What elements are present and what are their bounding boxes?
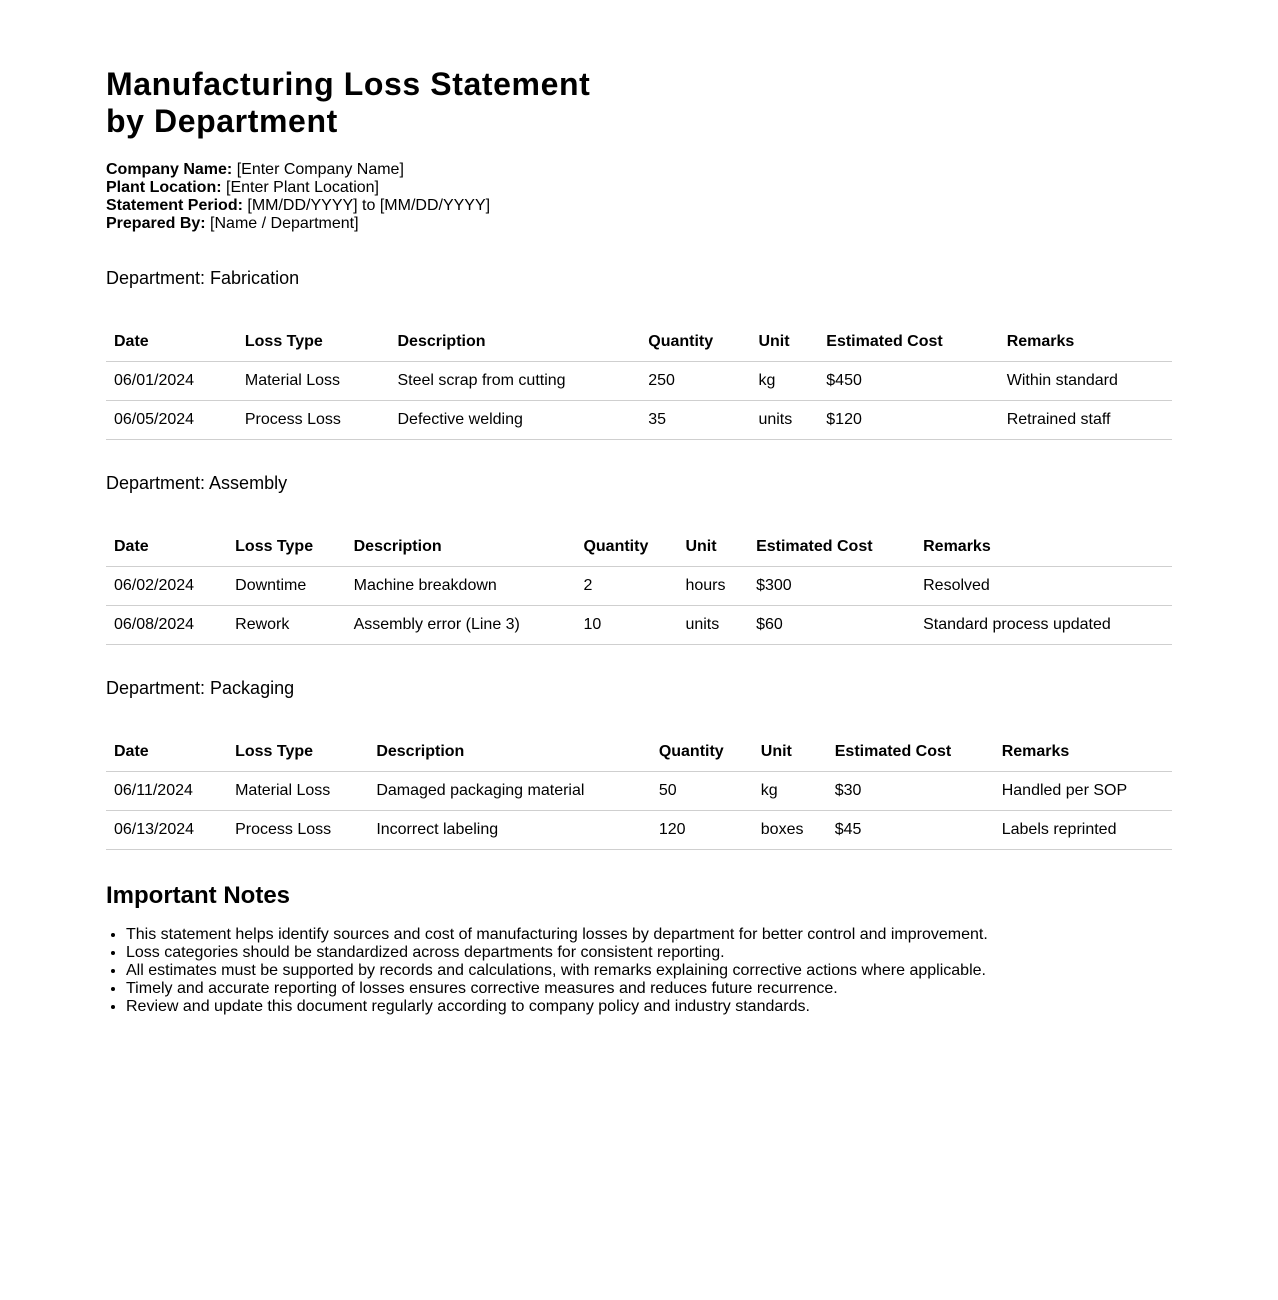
column-header-description: Description (368, 732, 651, 772)
cell-unit: units (677, 606, 748, 645)
cell-quantity: 2 (575, 567, 677, 606)
cell-description: Steel scrap from cutting (390, 362, 641, 401)
cell-description: Damaged packaging material (368, 772, 651, 811)
cell-estimated-cost: $30 (827, 772, 994, 811)
loss-table-packaging (106, 732, 1172, 850)
statement-period-label: Statement Period: (106, 197, 243, 214)
prepared-by-line (106, 215, 1172, 233)
page-title-line-1: Manufacturing Loss Statement (106, 66, 591, 102)
column-header-unit: Unit (750, 322, 818, 362)
cell-loss-type: Material Loss (237, 362, 390, 401)
cell-remarks: Handled per SOP (994, 772, 1172, 811)
column-header-date: Date (106, 732, 227, 772)
column-header-description: Description (346, 527, 576, 567)
cell-description: Incorrect labeling (368, 811, 651, 850)
column-header-quantity: Quantity (651, 732, 753, 772)
column-header-date: Date (106, 322, 237, 362)
note-item: • Timely and accurate reporting of losses ensures corrective measures and reduces future recurrence. (126, 980, 1172, 998)
cell-quantity: 250 (640, 362, 750, 401)
cell-unit: units (750, 401, 818, 440)
note-item: • Loss categories should be standardized across departments for consistent reporting. (126, 944, 1172, 962)
statement-meta (106, 161, 1172, 233)
cell-estimated-cost: $450 (818, 362, 998, 401)
notes-title: Important Notes (106, 882, 291, 909)
cell-loss-type: Process Loss (237, 401, 390, 440)
company-name-value: [Enter Company Name] (236, 161, 404, 178)
cell-quantity: 10 (575, 606, 677, 645)
column-header-quantity: Quantity (575, 527, 677, 567)
column-header-description: Description (390, 322, 641, 362)
column-header-loss-type: Loss Type (227, 732, 368, 772)
column-header-quantity: Quantity (640, 322, 750, 362)
cell-loss-type: Rework (227, 606, 345, 645)
loss-table-assembly (106, 527, 1172, 645)
cell-quantity: 50 (651, 772, 753, 811)
table-header-row (106, 732, 1172, 772)
cell-estimated-cost: $120 (818, 401, 998, 440)
note-item: • This statement helps identify sources and cost of manufacturing losses by department for better control and improvement. (126, 926, 1172, 944)
cell-loss-type: Downtime (227, 567, 345, 606)
cell-description: Defective welding (390, 401, 641, 440)
table-row (106, 401, 1172, 440)
cell-date: 06/11/2024 (106, 772, 227, 811)
cell-estimated-cost: $300 (748, 567, 915, 606)
company-name-line (106, 161, 1172, 179)
cell-remarks: Retrained staff (999, 401, 1172, 440)
cell-date: 06/08/2024 (106, 606, 227, 645)
page-title-line-2: by Department (106, 103, 338, 139)
column-header-remarks: Remarks (915, 527, 1172, 567)
column-header-unit: Unit (677, 527, 748, 567)
column-header-remarks: Remarks (994, 732, 1172, 772)
cell-remarks: Resolved (915, 567, 1172, 606)
prepared-by-value: [Name / Department] (210, 215, 359, 232)
column-header-loss-type: Loss Type (227, 527, 345, 567)
cell-date: 06/02/2024 (106, 567, 227, 606)
plant-location-value: [Enter Plant Location] (226, 179, 379, 196)
cell-date: 06/01/2024 (106, 362, 237, 401)
plant-location-line (106, 179, 1172, 197)
department-heading-fabrication: Department: Fabrication (106, 268, 300, 288)
table-row (106, 811, 1172, 850)
cell-estimated-cost: $45 (827, 811, 994, 850)
cell-quantity: 120 (651, 811, 753, 850)
table-row (106, 772, 1172, 811)
cell-unit: kg (750, 362, 818, 401)
notes-list (106, 926, 1172, 1016)
cell-date: 06/13/2024 (106, 811, 227, 850)
statement-period-line (106, 197, 1172, 215)
table-row (106, 567, 1172, 606)
department-heading-assembly: Department: Assembly (106, 473, 288, 493)
loss-table-fabrication (106, 322, 1172, 440)
column-header-estimated-cost: Estimated Cost (818, 322, 998, 362)
column-header-loss-type: Loss Type (237, 322, 390, 362)
cell-unit: hours (677, 567, 748, 606)
cell-unit: boxes (753, 811, 827, 850)
cell-date: 06/05/2024 (106, 401, 237, 440)
column-header-remarks: Remarks (999, 322, 1172, 362)
page-title (106, 66, 1172, 140)
table-header-row (106, 527, 1172, 567)
cell-unit: kg (753, 772, 827, 811)
column-header-estimated-cost: Estimated Cost (748, 527, 915, 567)
company-name-label: Company Name: (106, 161, 233, 178)
cell-loss-type: Process Loss (227, 811, 368, 850)
statement-period-value: [MM/DD/YYYY] to [MM/DD/YYYY] (247, 197, 491, 214)
cell-loss-type: Material Loss (227, 772, 368, 811)
table-row (106, 606, 1172, 645)
cell-remarks: Within standard (999, 362, 1172, 401)
cell-remarks: Standard process updated (915, 606, 1172, 645)
note-item: • All estimates must be supported by records and calculations, with remarks explaining corrective actions where applicable. (126, 962, 1172, 980)
department-heading-packaging: Department: Packaging (106, 678, 295, 698)
cell-quantity: 35 (640, 401, 750, 440)
prepared-by-label: Prepared By: (106, 215, 206, 232)
table-header-row (106, 322, 1172, 362)
cell-description: Machine breakdown (346, 567, 576, 606)
statement-page (106, 66, 1172, 1016)
table-row (106, 362, 1172, 401)
column-header-date: Date (106, 527, 227, 567)
cell-remarks: Labels reprinted (994, 811, 1172, 850)
cell-estimated-cost: $60 (748, 606, 915, 645)
column-header-unit: Unit (753, 732, 827, 772)
note-item: • Review and update this document regularly according to company policy and industry standards. (126, 998, 1172, 1016)
column-header-estimated-cost: Estimated Cost (827, 732, 994, 772)
plant-location-label: Plant Location: (106, 179, 222, 196)
cell-description: Assembly error (Line 3) (346, 606, 576, 645)
